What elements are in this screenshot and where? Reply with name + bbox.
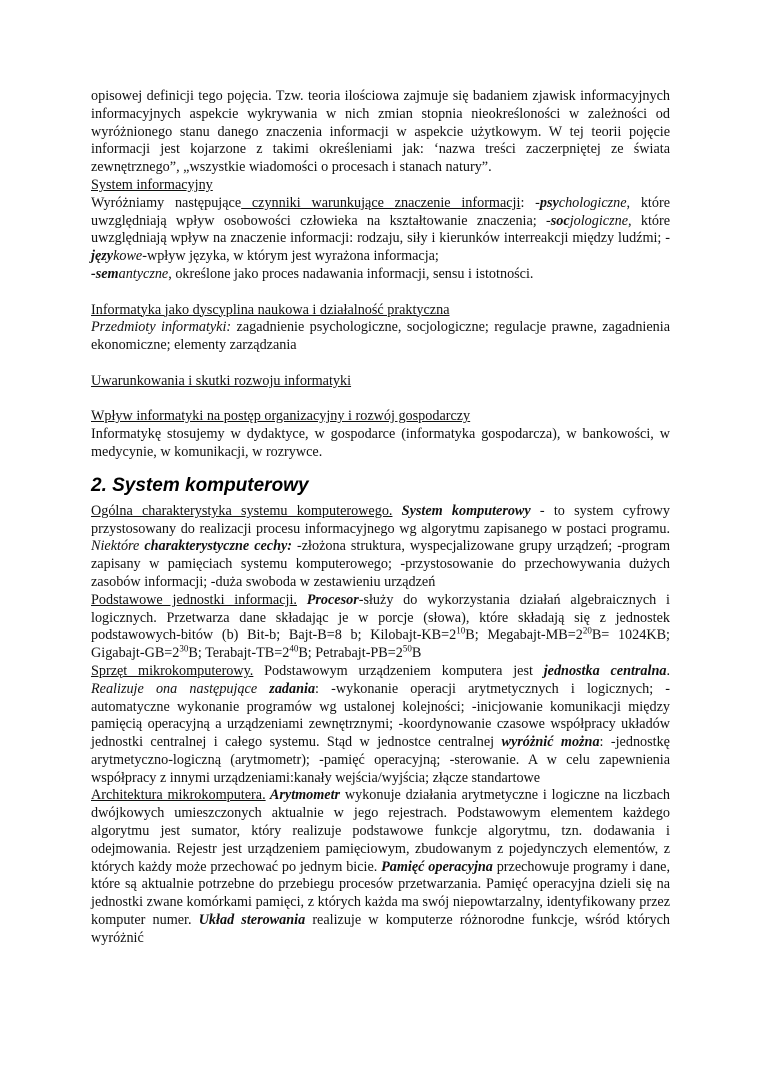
bold-term: wyróżnić można xyxy=(501,734,600,751)
system-informacyjny-heading xyxy=(91,177,670,195)
text: Podstawowym urządzeniem komputera jest xyxy=(253,662,544,679)
italic-term: kowe xyxy=(113,248,143,265)
exponent: 50 xyxy=(402,643,412,654)
exponent: 20 xyxy=(582,625,592,636)
underlined-text: czynniki warunkujące znaczenie informacji xyxy=(241,194,521,211)
paragraph-architektura xyxy=(91,787,670,947)
bold-term: Układ sterowania xyxy=(198,912,306,929)
exponent: 30 xyxy=(179,643,189,654)
text: -złożona struktura, wyspecjalizowane grupy urządzeń; -program zapisany w pamięciach systemu komputerowego; -przystosowanie do przechowywania dużych zasobów informacji; -duża swoboda w zestawieniu urządzeń xyxy=(91,538,670,590)
text: , które uwzględniają wpływ osobowości człowieka na kształtowanie znaczenia; - xyxy=(91,194,670,229)
text: -wpływ języka, w którym jest wyrażona informacja; xyxy=(142,248,439,265)
italic-label: Przedmioty informatyki: xyxy=(91,319,232,336)
heading-text: System informacyjny xyxy=(91,176,213,193)
bold-term: charakterystyczne cechy: xyxy=(139,538,292,555)
paragraph-przedmioty xyxy=(91,319,670,355)
paragraph-wplyw: Informatykę stosujemy w dydaktyce, w gospodarce (informatyka gospodarcza), w bankowości, w medycynie, w komunikacji, w rozrywce. xyxy=(91,426,670,460)
italic-term: antyczne xyxy=(118,265,169,282)
italic-term: Niektóre xyxy=(91,538,140,555)
bold-term: -sem xyxy=(91,265,119,282)
exponent: 40 xyxy=(289,643,299,654)
exponent: 10 xyxy=(456,625,466,636)
wplyw-heading xyxy=(91,408,670,426)
heading-text: Uwarunkowania i skutki rozwoju informatyki xyxy=(91,372,352,389)
bold-term: Pamięć operacyjna xyxy=(381,858,493,875)
bold-term: soc xyxy=(550,212,570,229)
text: . xyxy=(666,662,670,679)
underlined-lead: Sprzęt mikrokomputerowy. xyxy=(91,662,254,679)
uwarunkowania-heading xyxy=(91,373,670,391)
text: : -jednostkę arytmetyczno-logiczną (arytmometr); -pamięć operacyjną; -sterowanie. A w celu zapewnienia współpracy z innymi urządzeniami:kanały wejścia/wyjścia; złącze standartowe xyxy=(91,734,670,786)
bold-term: psy xyxy=(539,194,559,211)
text: : - xyxy=(520,194,540,211)
bold-term: Arytmometr xyxy=(265,787,341,804)
paragraph-jednostki xyxy=(91,592,670,663)
paragraph-ogolna xyxy=(91,503,670,592)
paragraph-sprzet xyxy=(91,663,670,788)
spacer xyxy=(91,284,670,302)
spacer xyxy=(91,355,670,373)
bold-term: Procesor xyxy=(296,591,359,608)
text: B= 1024KB; Gigabajt-GB=2 xyxy=(91,627,670,662)
underlined-lead: Architektura mikrokomputera. xyxy=(91,787,266,804)
text: B; Petrabajt-PB=2 xyxy=(298,645,403,662)
text: B; Megabajt-MB=2 xyxy=(465,627,583,644)
text: B; Terabajt-TB=2 xyxy=(188,645,290,662)
text: Wyróżniamy następujące xyxy=(91,194,242,211)
paragraph-teoria-ilosciowa: opisowej definicji tego pojęcia. Tzw. teoria ilościowa zajmuje się badaniem zjawisk informacyjnych informacyjnych aspekcie wykrywania w nich zmian stopnia nieokreśloności w zależności od wyróżnionego stanu danego znaczenia informacji w aspekcie użytkowym. W tej teorii pojęcie informacji jest kojarzone z takimi określeniami jak: ‘nazwa treści zaczerpniętej ze świata zewnętrznego”, „wszystkie wiadomości o procesach i stanach natury”. xyxy=(91,88,670,176)
text: wykonuje działania arytmetyczne i logiczne na liczbach dwójkowych umieszczonych aktualnie w jego rejestrach. Podstawowym elementem każdego algorytmu jest sumator, który realizuje podstawowe funkcje algorytmu, tzn. dodawania i odejmowania. Rejestr jest urządzeniem pamięciowym, zbudowanym z pojedynczych elementów, z których każdy może przechować po jednym bicie. xyxy=(91,787,670,875)
text: , które uwzględniają wpływ na znaczenie informacji: rodzaju, siły i kierunków interreakcji między ludźmi; - xyxy=(91,212,671,247)
spacer xyxy=(91,391,670,409)
bold-term: System komputerowy xyxy=(392,502,531,519)
text: B xyxy=(411,645,422,662)
text: -służy do wykorzystania działań algebraicznych i logicznych. Przetwarza dane składając je w porcje (słowa), które składają się z jednostek podstawowych-bitów (b) Bit-b; Bajt-B=8 b; Kilobajt-KB=2 xyxy=(91,591,670,644)
italic-term: chologiczne xyxy=(558,194,627,211)
bold-term: zadania xyxy=(257,680,316,697)
text: realizuje w komputerze różnorodne funkcje, wśród których wyróżnić xyxy=(91,912,670,946)
heading-text: Wpływ informatyki na postęp organizacyjny i rozwój gospodarczy xyxy=(91,408,471,425)
bold-term: jednostka centralna xyxy=(543,662,667,679)
text: zagadnienie psychologiczne, socjologiczne; regulacje prawne, zagadnienia ekonomiczne; elementy zarządzania xyxy=(91,319,670,354)
informatyka-dyscyplina-heading xyxy=(91,302,670,320)
heading-text: Informatyka jako dyscyplina naukowa i działalność praktyczna xyxy=(91,301,450,318)
paragraph-czynniki xyxy=(91,195,670,284)
bold-term: języ xyxy=(91,248,114,265)
underlined-lead: Ogólna charakterystyka systemu komputerowego. xyxy=(91,502,393,519)
text: przechowuje programy i dane, które są aktualnie potrzebne do przebiegu procesów przetwarzania. Pamięć operacyjna dzieli się na jednostki zwane komórkami pamięci, z których każda ma swój niepowtarzalny, identyfikowany przez komputer numer. xyxy=(91,858,671,929)
text: , określone jako proces nadawania informacji, sensu i istotności. xyxy=(168,265,534,282)
text: - to system cyfrowy przystosowany do realizacji procesu informacyjnego wg algorytmu zapisanego w postaci programu. xyxy=(91,502,670,537)
document-page xyxy=(91,88,670,948)
section-title-system-komputerowy: 2. System komputerowy xyxy=(91,474,309,496)
text: : -wykonanie operacji arytmetycznych i logicznych; -automatyczne wykonanie programów wg ustalonej kolejności; -inicjowanie komunikacji między pamięcią operacyjną a urządzeniami zewnętrznymi; -koordynowanie czasowe współpracy układów jednostki centralnej i całego systemu. Stąd w jednostce centralnej xyxy=(91,680,671,751)
underlined-lead: Podstawowe jednostki informacji. xyxy=(91,591,297,608)
italic-term: Realizuje ona następujące xyxy=(91,680,258,697)
italic-term: jologiczne xyxy=(569,212,629,229)
